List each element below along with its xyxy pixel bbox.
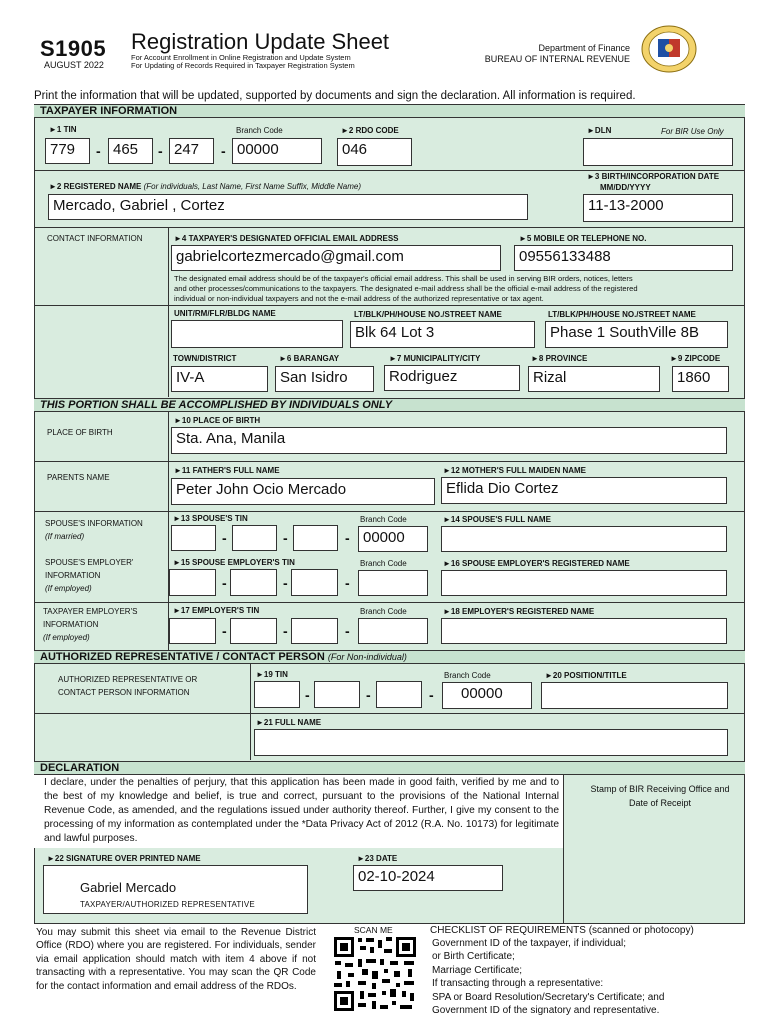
checklist-item: Marriage Certificate;: [432, 964, 523, 976]
divider: [168, 412, 169, 650]
section-authorized-rep: AUTHORIZED REPRESENTATIVE / CONTACT PERSON (For Non-individual): [34, 650, 745, 664]
tin-dash: -: [222, 530, 227, 546]
tin-dash: -: [429, 687, 434, 703]
if-employed-note: (If employed): [45, 584, 92, 593]
divider: [563, 775, 564, 924]
email-field[interactable]: gabrielcortezmercado@gmail.com: [171, 245, 501, 271]
divider: [34, 602, 745, 603]
province-field[interactable]: Rizal: [528, 366, 660, 392]
divider: [34, 713, 745, 714]
auth-rep-section: AUTHORIZED REPRESENTATIVE OR: [58, 675, 198, 684]
employer-tin-label: ►17 EMPLOYER'S TIN: [173, 606, 260, 615]
instruction-text: Print the information that will be updated, supported by documents and sign the declaration. All information is required.: [34, 90, 636, 102]
tin-label: ►1 TIN: [49, 125, 77, 134]
tin-part-3[interactable]: 247: [169, 138, 214, 164]
spouse-section: SPOUSE'S INFORMATION: [45, 519, 143, 528]
rdo-field[interactable]: 046: [337, 138, 412, 166]
tin-dash: -: [283, 623, 288, 639]
checklist-item: Government ID of the taxpayer, if individual;: [432, 938, 626, 949]
form-title: Registration Update Sheet: [131, 29, 390, 54]
tin-dash: -: [158, 143, 163, 159]
bir-seal-icon: [641, 25, 697, 73]
birth-date-label: ►3 BIRTH/INCORPORATION DATE: [587, 172, 720, 181]
tin-dash: -: [345, 575, 350, 591]
spouse-tin-label: ►13 SPOUSE'S TIN: [173, 514, 248, 523]
phone-field[interactable]: 09556133488: [514, 245, 733, 271]
checklist-item: Government ID of the signatory and representative.: [432, 1005, 660, 1017]
barangay-label: ►6 BARANGAY: [279, 354, 340, 363]
form-date: AUGUST 2022: [44, 60, 104, 70]
subtitle-1: For Account Enrollment in Online Registration and Update System: [131, 53, 351, 62]
taxpayer-employer-section: TAXPAYER EMPLOYER'S: [43, 607, 138, 616]
tin-dash: -: [222, 623, 227, 639]
spouse-name-label: ►14 SPOUSE'S FULL NAME: [443, 515, 551, 524]
bir-use-note: For BIR Use Only: [661, 127, 724, 136]
subtitle-2: For Updating of Records Required in Taxpayer Registration System: [131, 61, 355, 70]
registered-name-field[interactable]: Mercado, Gabriel , Cortez: [48, 194, 528, 220]
spouse-employer-tin-label: ►15 SPOUSE EMPLOYER'S TIN: [173, 558, 295, 567]
section-taxpayer-info: TAXPAYER INFORMATION: [34, 104, 745, 118]
divider: [34, 170, 745, 171]
spouse-employer-section: INFORMATION: [45, 571, 101, 580]
tin-dash: -: [222, 575, 227, 591]
spouse-employer-name-label: ►16 SPOUSE EMPLOYER'S REGISTERED NAME: [443, 559, 630, 568]
divider: [168, 227, 169, 305]
rep-full-name-label: ►21 FULL NAME: [256, 718, 322, 727]
divider: [250, 664, 251, 760]
rep-tin-part-1[interactable]: [254, 681, 300, 708]
spouse-employer-tin-part-1[interactable]: [169, 569, 216, 596]
branch-code-label: Branch Code: [360, 607, 407, 616]
signature-label: ►22 SIGNATURE OVER PRINTED NAME: [47, 854, 201, 863]
taxpayer-employer-section: INFORMATION: [43, 620, 99, 629]
rep-tin-part-3[interactable]: [376, 681, 422, 708]
lot-field[interactable]: Blk 64 Lot 3: [350, 321, 535, 348]
employer-name-label: ►18 EMPLOYER'S REGISTERED NAME: [443, 607, 595, 616]
form-number: S1905: [40, 36, 107, 61]
branch-code-field[interactable]: 00000: [232, 138, 322, 164]
town-field[interactable]: IV-A: [171, 366, 268, 392]
employer-tin-part-2[interactable]: [230, 618, 277, 644]
tin-dash: -: [305, 687, 310, 703]
tin-dash: -: [283, 575, 288, 591]
rep-tin-label: ►19 TIN: [256, 670, 288, 679]
email-label: ►4 TAXPAYER'S DESIGNATED OFFICIAL EMAIL ADDRESS: [174, 234, 399, 243]
rep-tin-part-2[interactable]: [314, 681, 360, 708]
if-married-note: (If married): [45, 532, 85, 541]
mother-label: ►12 MOTHER'S FULL MAIDEN NAME: [443, 466, 587, 475]
spouse-employer-branch-field[interactable]: [358, 570, 428, 596]
tin-dash: -: [345, 530, 350, 546]
birth-date-format: MM/DD/YYYY: [600, 183, 651, 192]
date-label: ►23 DATE: [357, 854, 398, 863]
position-label: ►20 POSITION/TITLE: [545, 671, 627, 680]
branch-code-label: Branch Code: [236, 126, 283, 135]
street-field[interactable]: Phase 1 SouthVille 8B: [545, 321, 728, 348]
contact-info-label: CONTACT INFORMATION: [47, 234, 143, 243]
spouse-tin-part-2[interactable]: [232, 525, 277, 551]
rep-full-name-field[interactable]: [254, 729, 728, 756]
spouse-employer-tin-part-3[interactable]: [291, 569, 338, 596]
mother-field[interactable]: Eflida Dio Cortez: [441, 477, 727, 504]
province-label: ►8 PROVINCE: [531, 354, 588, 363]
municipality-label: ►7 MUNICIPALITY/CITY: [389, 354, 481, 363]
rdo-label: ►2 RDO CODE: [341, 126, 399, 135]
place-of-birth-section: PLACE OF BIRTH: [47, 428, 113, 437]
father-label: ►11 FATHER'S FULL NAME: [174, 466, 280, 475]
employer-name-field[interactable]: [441, 618, 727, 644]
date-field[interactable]: 02-10-2024: [353, 865, 503, 891]
place-of-birth-label: ►10 PLACE OF BIRTH: [174, 416, 261, 425]
divider: [34, 511, 745, 512]
email-note: The designated email address should be of the taxpayer's official email address. This shall be used in serving BIR orders, notices, letters and other processes/communications to the taxpayers. The designated e-mail address shall be the official e-mail address of the registered individual or non-individual taxpayers and not the e-mail address of the authorized representative or tax agent.: [174, 274, 638, 303]
if-employed-note: (If employed): [43, 633, 90, 642]
zipcode-field[interactable]: 1860: [672, 366, 729, 392]
checklist-item: If transacting through a representative:: [432, 978, 604, 990]
branch-code-label: Branch Code: [360, 559, 407, 568]
spouse-employer-section: SPOUSE'S EMPLOYER': [45, 558, 134, 567]
spouse-tin-part-1[interactable]: [171, 525, 216, 551]
auth-rep-section: CONTACT PERSON INFORMATION: [58, 688, 190, 697]
divider: [34, 461, 745, 462]
birth-date-field[interactable]: 11-13-2000: [583, 194, 733, 222]
agency-block: [485, 43, 630, 65]
tin-part-1[interactable]: 779: [45, 138, 90, 164]
signature-box[interactable]: [43, 865, 308, 914]
tin-dash: -: [283, 530, 288, 546]
dln-field[interactable]: [583, 138, 733, 166]
signature-caption: TAXPAYER/AUTHORIZED REPRESENTATIVE: [80, 900, 255, 909]
submission-note: You may submit this sheet via email to the Revenue District Office (RDO) where you are registered. For individuals, sender via email application should match with item 4 above if not transacting with a representative. You may scan the QR Code for the contact information and email address of the RDOs.: [36, 927, 316, 992]
unit-label: UNIT/RM/FLR/BLDG NAME: [174, 309, 276, 318]
place-of-birth-field[interactable]: Sta. Ana, Manila: [171, 427, 727, 454]
section-individuals: THIS PORTION SHALL BE ACCOMPLISHED BY INDIVIDUALS ONLY: [34, 398, 745, 412]
street-label: LT/BLK/PH/HOUSE NO./STREET NAME: [548, 310, 696, 319]
spouse-name-field[interactable]: [441, 526, 727, 552]
checklist-item: or Birth Certificate;: [432, 951, 515, 963]
spouse-tin-part-3[interactable]: [293, 525, 338, 551]
tin-dash: -: [345, 623, 350, 639]
tin-dash: -: [366, 687, 371, 703]
scan-me-label: SCAN ME: [354, 925, 393, 935]
lot-label: LT/BLK/PH/HOUSE NO./STREET NAME: [354, 310, 502, 319]
unit-field[interactable]: [171, 320, 343, 348]
rep-branch-field[interactable]: 00000: [442, 682, 532, 709]
declaration-text: I declare, under the penalties of perjury, that this application has been made in good faith, verified by me and to the best of my knowledge and belief, is true and correct, pursuant to the provisions of the National Internal Revenue Code, as amended, and the regulations issued under authority thereof. Further, I give my consent to the processing of my information as contemplated under the *Data Privacy Act of 2012 (R.A. No. 10173) for legitimate and lawful purposes.: [44, 777, 559, 844]
employer-branch-field[interactable]: [358, 618, 428, 644]
branch-code-label: Branch Code: [444, 671, 491, 680]
checklist-title: CHECKLIST OF REQUIREMENTS (scanned or photocopy): [430, 925, 694, 936]
phone-label: ►5 MOBILE OR TELEPHONE NO.: [519, 234, 647, 243]
signature-name: Gabriel Mercado: [80, 880, 177, 895]
checklist: [432, 937, 664, 1017]
bir-stamp-area: Stamp of BIR Receiving Office and Date of Receipt: [590, 784, 730, 808]
agency-dof: Department of Finance: [538, 43, 630, 53]
checklist-item: SPA or Board Resolution/Secretary's Certificate; and: [432, 991, 665, 1003]
spouse-branch-field[interactable]: 00000: [358, 526, 428, 552]
divider: [34, 227, 745, 228]
position-field[interactable]: [541, 682, 728, 709]
divider: [34, 305, 745, 306]
employer-tin-part-3[interactable]: [291, 618, 338, 644]
divider: [168, 305, 169, 397]
tin-dash: -: [96, 143, 101, 159]
father-field[interactable]: Peter John Ocio Mercado: [171, 478, 435, 505]
town-label: TOWN/DISTRICT: [173, 354, 237, 363]
parents-section: PARENTS NAME: [47, 473, 110, 482]
tin-part-2[interactable]: 465: [108, 138, 153, 164]
qr-code-icon[interactable]: [332, 935, 418, 1013]
section-declaration: DECLARATION: [34, 761, 745, 775]
dln-label: ►DLN: [587, 126, 612, 135]
municipality-field[interactable]: Rodriguez: [384, 365, 520, 391]
agency-bir: BUREAU OF INTERNAL REVENUE: [484, 54, 630, 64]
spouse-employer-name-field[interactable]: [441, 570, 727, 596]
tin-dash: -: [221, 143, 226, 159]
spouse-employer-tin-part-2[interactable]: [230, 569, 277, 596]
branch-code-label: Branch Code: [360, 515, 407, 524]
barangay-field[interactable]: San Isidro: [275, 366, 374, 392]
employer-tin-part-1[interactable]: [169, 618, 216, 644]
zipcode-label: ►9 ZIPCODE: [670, 354, 721, 363]
registered-name-label: ►2 REGISTERED NAME (For individuals, Last Name, First Name Suffix, Middle Name): [49, 182, 362, 191]
